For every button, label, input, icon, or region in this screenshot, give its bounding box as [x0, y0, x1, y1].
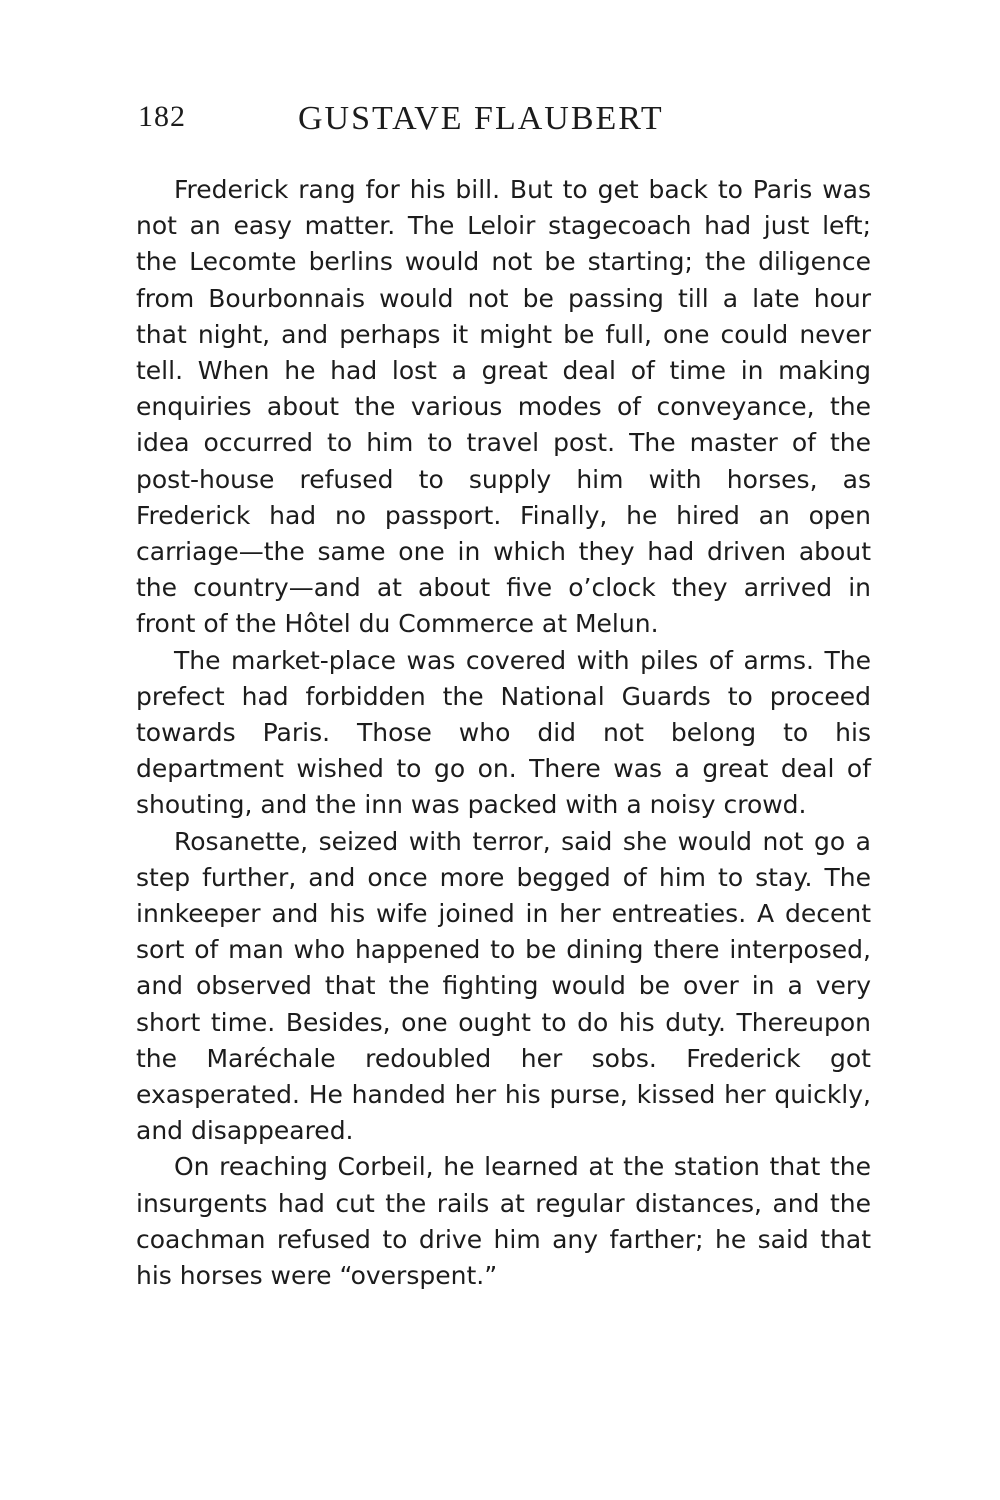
paragraph-4: On reaching Corbeil, he learned at the station that the insurgents had cut the rails at regular distances, and the coachman refused to drive him any farther; he said that his horses were “overspent.”: [136, 1152, 871, 1291]
body-text: [136, 172, 871, 1294]
paragraph-3: Rosanette, seized with terror, said she would not go a step further, and once more begged of him to stay. The innkeeper and his wife joined in her entreaties. A decent sort of man who happened to be dining there interposed, and observed that the fighting would be over in a very short time. Besides, one ought to do his duty. Thereupon the Maréchale redoubled her sobs. Frederick got exasperated. He handed her his purse, kissed her quickly, and disappeared.: [136, 826, 871, 1146]
page-header: [138, 100, 858, 144]
paragraph-1: Frederick rang for his bill. But to get back to Paris was not an easy matter. The Leloir stagecoach had just left; the Lecomte berlins would not be starting; the diligence from Bourbonnais would not be passing till a late hour that night, and perhaps it might be full, one could never tell. When he had lost a great deal of time in making enquiries about the various modes of conveyance, the idea occurred to him to travel post. The master of the post-house refused to supply him with horses, as Frederick had no passport. Finally, he hired an open carriage—the same one in which they had driven about the country—and at about five o’clock they arrived in front of the Hôtel du Commerce at Melun.: [136, 175, 871, 639]
running-title: GUSTAVE FLAUBERT: [298, 100, 664, 137]
page-number: 182: [138, 100, 186, 133]
paragraph-2: The market-place was covered with piles of arms. The prefect had forbidden the National Guards to proceed towards Paris. Those who did not belong to his department wished to go on. There was a great deal of shouting, and the inn was packed with a noisy crowd.: [136, 645, 871, 820]
